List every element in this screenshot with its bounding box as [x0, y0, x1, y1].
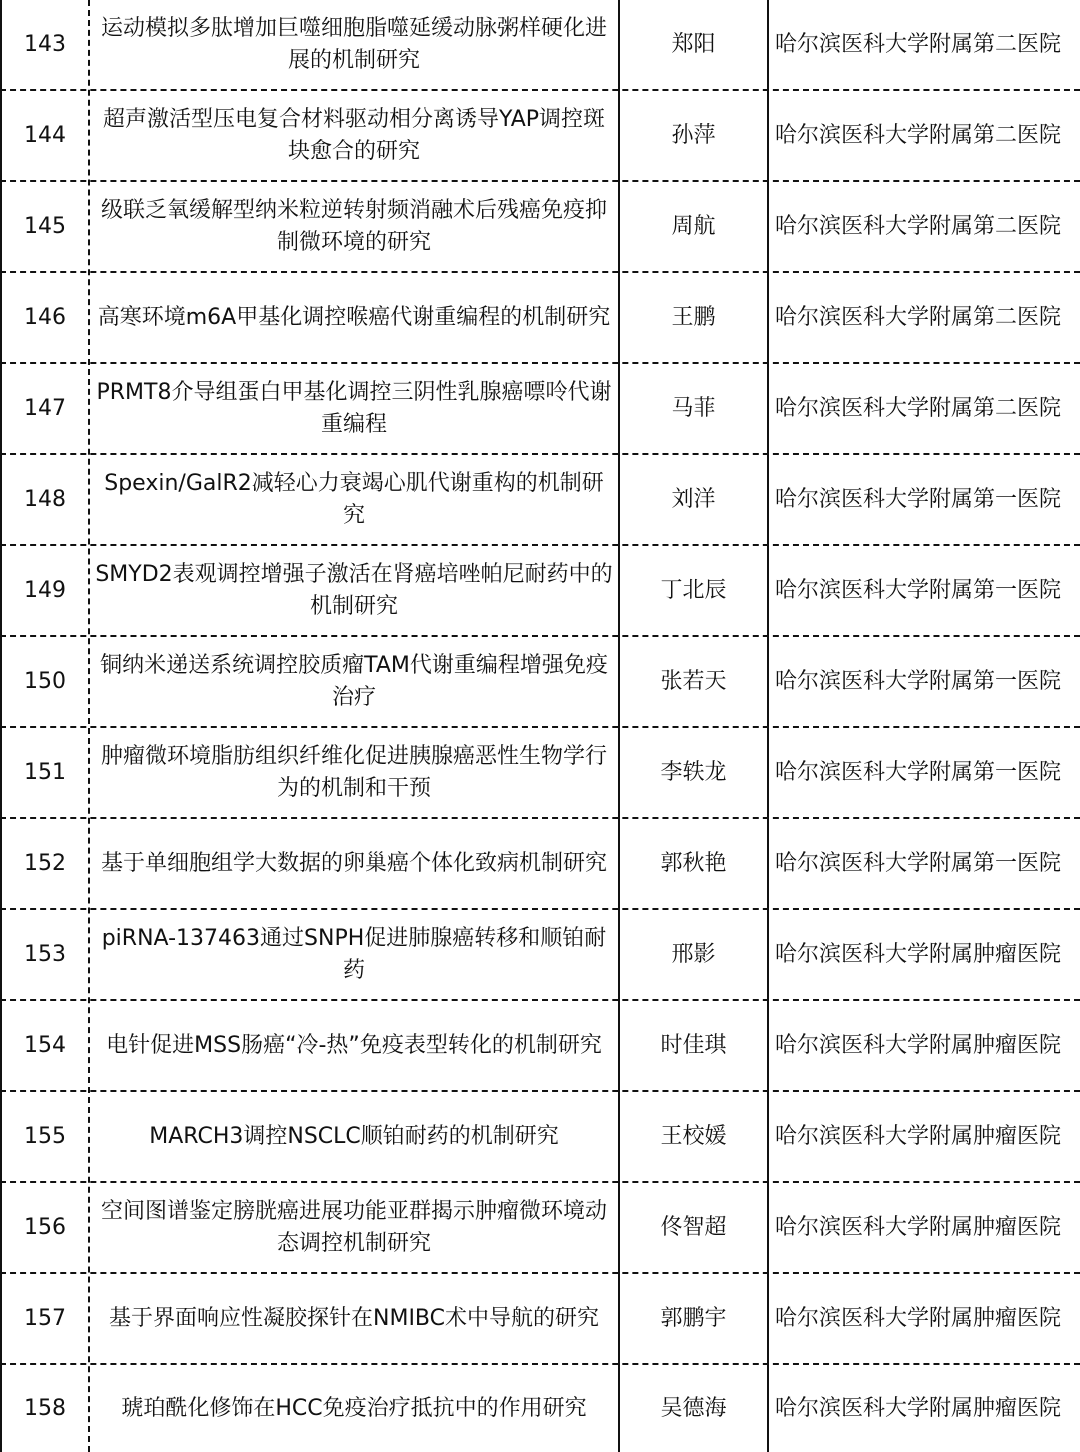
- project-title: 基于单细胞组学大数据的卵巢癌个体化致病机制研究: [100, 850, 607, 876]
- institution: 哈尔滨医科大学附属第一医院: [775, 759, 1062, 785]
- applicant-name: 丁北辰: [660, 577, 727, 603]
- institution: 哈尔滨医科大学附属肿瘤医院: [775, 1032, 1062, 1058]
- project-title: 基于界面响应性凝胶探针在NMIBC术中导航的研究: [109, 1305, 599, 1331]
- project-title: 运动模拟多肽增加巨噬细胞脂噬延缓动脉粥样硬化进展的机制研究: [100, 15, 607, 73]
- applicant-name: 邢影: [671, 941, 716, 967]
- table-row: [0, 910, 1080, 1001]
- applicant-name: 刘洋: [671, 486, 716, 512]
- project-title: 琥珀酰化修饰在HCC免疫治疗抵抗中的作用研究: [121, 1395, 587, 1421]
- row-number: 154: [24, 1032, 66, 1058]
- table-border-left: [0, 0, 2, 1452]
- row-number: 158: [24, 1395, 66, 1421]
- institution: 哈尔滨医科大学附属第一医院: [775, 668, 1062, 694]
- project-title: 级联乏氧缓解型纳米粒逆转射频消融术后残癌免疫抑制微环境的研究: [100, 197, 607, 255]
- applicant-name: 郭秋艳: [660, 850, 727, 876]
- table-row: [0, 1274, 1080, 1365]
- table-row: [0, 0, 1080, 91]
- table-row: [0, 1001, 1080, 1092]
- institution: 哈尔滨医科大学附属肿瘤医院: [775, 941, 1062, 967]
- table-row: [0, 1365, 1080, 1452]
- applicant-name: 李轶龙: [660, 759, 727, 785]
- institution: 哈尔滨医科大学附属第一医院: [775, 577, 1062, 603]
- project-title: 空间图谱鉴定膀胱癌进展功能亚群揭示肿瘤微环境动态调控机制研究: [100, 1198, 607, 1256]
- project-title: 铜纳米递送系统调控胶质瘤TAM代谢重编程增强免疫治疗: [100, 652, 608, 710]
- row-number: 157: [24, 1305, 66, 1331]
- applicant-name: 王鹏: [671, 304, 716, 330]
- row-number: 150: [24, 668, 66, 694]
- table-row: [0, 1092, 1080, 1183]
- column-divider: [618, 0, 620, 1452]
- table-row: [0, 364, 1080, 455]
- applicant-name: 王校媛: [660, 1123, 727, 1149]
- institution: 哈尔滨医科大学附属肿瘤医院: [775, 1305, 1062, 1331]
- applicant-name: 佟智超: [660, 1214, 727, 1240]
- row-number: 156: [24, 1214, 66, 1240]
- row-number: 153: [24, 941, 66, 967]
- applicant-name: 时佳琪: [660, 1032, 727, 1058]
- row-number: 145: [24, 213, 66, 239]
- table-row: [0, 637, 1080, 728]
- row-number: 143: [24, 31, 66, 57]
- project-title: 超声激活型压电复合材料驱动相分离诱导YAP调控斑块愈合的研究: [102, 106, 606, 164]
- row-number: 148: [24, 486, 66, 512]
- applicant-name: 郭鹏宇: [660, 1305, 727, 1331]
- row-number: 155: [24, 1123, 66, 1149]
- institution: 哈尔滨医科大学附属第二医院: [775, 395, 1062, 421]
- row-number: 152: [24, 850, 66, 876]
- column-divider: [88, 0, 90, 1452]
- project-title: piRNA-137463通过SNPH促进肺腺癌转移和顺铂耐药: [101, 925, 607, 983]
- project-title: 电针促进MSS肠癌“冷-热”免疫表型转化的机制研究: [106, 1032, 602, 1058]
- project-title: 肿瘤微环境脂肪组织纤维化促进胰腺癌恶性生物学行为的机制和干预: [100, 743, 607, 801]
- row-number: 149: [24, 577, 66, 603]
- institution: 哈尔滨医科大学附属肿瘤医院: [775, 1395, 1062, 1421]
- project-title: MARCH3调控NSCLC顺铂耐药的机制研究: [149, 1123, 559, 1149]
- column-divider: [767, 0, 769, 1452]
- table-row: [0, 819, 1080, 910]
- applicant-name: 吴德海: [660, 1395, 727, 1421]
- row-number: 147: [24, 395, 66, 421]
- table-row: [0, 273, 1080, 364]
- applicant-name: 郑阳: [671, 31, 716, 57]
- table-row: [0, 91, 1080, 182]
- row-number: 144: [24, 122, 66, 148]
- applicant-name: 孙萍: [671, 122, 716, 148]
- institution: 哈尔滨医科大学附属第二医院: [775, 213, 1062, 239]
- project-title: Spexin/GalR2减轻心力衰竭心肌代谢重构的机制研究: [104, 470, 604, 528]
- institution: 哈尔滨医科大学附属第二医院: [775, 304, 1062, 330]
- applicant-name: 周航: [671, 213, 716, 239]
- table-row: [0, 728, 1080, 819]
- institution: 哈尔滨医科大学附属第一医院: [775, 850, 1062, 876]
- row-number: 146: [24, 304, 66, 330]
- institution: 哈尔滨医科大学附属第一医院: [775, 486, 1062, 512]
- applicant-name: 张若天: [660, 668, 727, 694]
- table-row: [0, 1183, 1080, 1274]
- institution: 哈尔滨医科大学附属第二医院: [775, 31, 1062, 57]
- project-title: PRMT8介导组蛋白甲基化调控三阴性乳腺癌嘌呤代谢重编程: [96, 379, 612, 437]
- project-title: SMYD2表观调控增强子激活在肾癌培唑帕尼耐药中的机制研究: [95, 561, 613, 619]
- project-title: 高寒环境m6A甲基化调控喉癌代谢重编程的机制研究: [97, 304, 611, 330]
- applicant-name: 马菲: [671, 395, 716, 421]
- institution: 哈尔滨医科大学附属肿瘤医院: [775, 1123, 1062, 1149]
- institution: 哈尔滨医科大学附属第二医院: [775, 122, 1062, 148]
- institution: 哈尔滨医科大学附属肿瘤医院: [775, 1214, 1062, 1240]
- table-row: [0, 182, 1080, 273]
- table-row: [0, 546, 1080, 637]
- table-row: [0, 455, 1080, 546]
- row-number: 151: [24, 759, 66, 785]
